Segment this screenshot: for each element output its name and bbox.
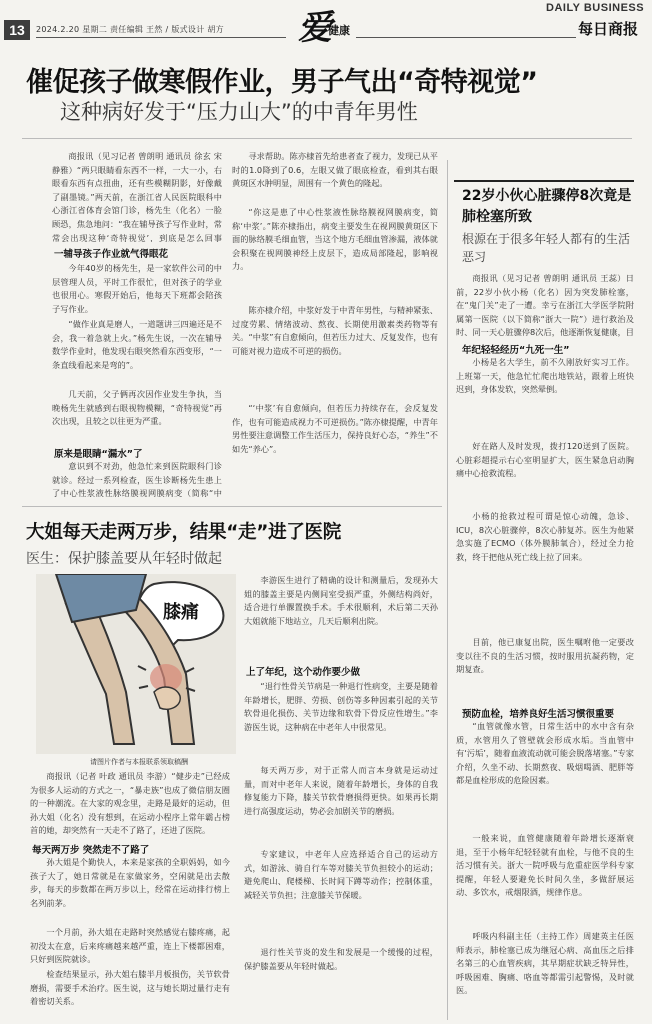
story3-subhead: 医生：保护膝盖要从年轻时做起	[26, 551, 222, 567]
story3-subtitle-2: 上了年纪，这个动作要少做	[246, 667, 361, 678]
story3-col2-para-2: “退行性骨关节病是一种退行性病变，主要是随着年龄增长，肥胖、劳损、创伤等多种因素引起的关节软骨退化损伤、关节边缘和软骨下骨反应性增生。”李游医生说，这种病在中老年人中很常见。	[244, 681, 438, 732]
story1-lead: 商报讯（见习记者 曾朗明 通讯员 徐玄 宋静雅）“两只眼睛看东西不一样，一大一小，右眼看东西有点扭曲，还有些模糊阴影，好像戴了副墨镜。”两天前，在浙江省人民医院眼科中心浙江省体育会馆门诊，杨先生（化名）一脸顾恐，焦急地问：“我在辅导孩子写作业时，常常会出现这种‘奇特视觉’，到底是怎么回事	[52, 151, 222, 242]
story3-subtitle-1: 每天两万步 突然走不了路了	[32, 845, 150, 856]
story2-subtitle-2: 预防血栓，培养良好生活习惯很重要	[462, 709, 615, 720]
story1-para-2: “做作业真是磨人，一道题讲三四遍还是不会，我一着急就上火。”杨先生说，一次在辅导数学作业时，他发现右眼突然看东西变形，“一条直线看起来是弯的”。	[52, 319, 222, 370]
story2-para-4: 目前，他已康复出院，医生嘱咐他一定要改变以往不良的生活习惯，按时服用抗凝药物，定期复查。	[456, 637, 634, 675]
story2-para-1: 小杨是名大学生，前不久刚放好实习工作。上班第一天，他急忙忙爬出地铁站，跟着上班快迟到，身体发软，突然晕倒。	[456, 357, 634, 395]
masthead-rule-right	[356, 37, 576, 38]
section-name: 健康	[328, 24, 350, 37]
story1-para-1: 今年40岁的杨先生，是一家软件公司的中层管理人员，平时工作很忙，但对孩子的学业也很用心。寒假开始后，他每天下班都会陪孩子写作业。	[52, 263, 222, 314]
story2-headline: 22岁小伙心脏骤停8次竟是肺栓塞所致	[462, 188, 632, 225]
story3-para-2: 一个月前，孙大姐在走路时突然感觉右膝疼痛，起初没太在意，后来疼痛越来越严重，连上下楼都困难，只好到医院就诊。	[30, 927, 230, 965]
story2-para-3: 小杨的抢救过程可谓是惊心动魄，急诊、ICU，8次心脏骤停，8次心肺复苏。医生为他紧急实施了ECMO（体外膜肺氧合），经过全力抢救，终于把他从死亡线上拉了回来。	[456, 511, 634, 562]
story1-col2-para-4: “‘中浆’有自愈倾向，但若压力持续存在，会反复发作，也有可能造成视力不可逆损伤。”陈亦棣提醒，中青年男性要注意调整工作生活压力，保持良好心态，“养生”不如先“养心”。	[232, 403, 438, 454]
masthead-rule-left	[36, 37, 286, 38]
masthead	[0, 0, 652, 46]
story3-top-rule	[22, 506, 442, 507]
story1-col2-para-3: 陈亦棣介绍，中浆好发于中青年男性，与精神紧张、过度劳累、情绪波动、熬夜、长期使用激素类药物等有关。“中浆”有自愈倾向，但若压力过大、反复发作，也有可能对视力造成不可逆的损伤。	[232, 305, 438, 356]
story3-col2-para-1: 李游医生进行了精确的设计和测量后，发现孙大姐的膝盖主要是内侧间室受损严重，外侧结构尚好，适合进行单髁置换手术。手术很顺利，术后第二天孙大姐就能下地站立，几天后顺利出院。	[244, 575, 438, 626]
knee-pain-illustration	[36, 574, 236, 754]
story3-col2-para-3: 每天两万步，对于正常人而言本身就是运动过量，而对中老年人来说，随着年龄增长，身体的自我修复能力下降，膝关节软骨磨损得更快。如果再长期进行高强度运动，势必会加剧关节的磨损。	[244, 765, 438, 816]
story3-col2-para-4: 专家建议，中老年人应选择适合自己的运动方式，如游泳、骑自行车等对膝关节负担较小的运动；避免爬山、爬楼梯、长时间下蹲等动作；控制体重，减轻关节负担；注意膝关节保暖。	[244, 849, 438, 900]
story1-col2-para-2: “你这是患了中心性浆液性脉络膜视网膜病变，简称‘中浆’。”陈亦棣指出，病变主要发生在视网膜黄斑区下面的脉络膜毛细血管，当这个地方毛细血管渗漏，液体就会积聚在视网膜神经上皮层下，造成局部隆起，影响视力。	[232, 207, 438, 272]
story2-para-2: 好在路人及时发现，拨打120送到了医院。心脏彩超提示右心室明显扩大，医生紧急启动胸痛中心抢救流程。	[456, 441, 634, 479]
page-number: 13	[4, 20, 30, 40]
story1-para-4: 意识到不对劲，他急忙来到医院眼科门诊就诊。经过一系列检查，医生诊断杨先生患上了中心性浆液性脉络膜视网膜病变（简称“中	[52, 461, 222, 499]
story3-para-3: 检查结果显示，孙大姐右膝半月板损伤，关节软骨磨损，需要手术治疗。医生说，这与她长期过量行走有着密切关系。	[30, 969, 230, 1007]
illustration-caption: 请图片作者与本报联系领取稿酬	[90, 758, 188, 766]
story1-col2-para-1: 寻求帮助。陈亦棣首先给患者查了视力，发现已从平时的1.0降到了0.6，左眼又做了眼底检查，看到其右眼黄斑区水肿明显，周围有一个黄色的隆起。	[232, 151, 438, 189]
section-logo-glyph: 爱	[298, 8, 332, 48]
knee-illustration-svg	[36, 574, 236, 754]
story2-para-6: 一般来说，血管健康随着年龄增长逐渐衰退，至于小杨年纪轻轻就有血栓，与他不良的生活习惯有关。浙大一院呼吸与危重症医学科专家提醒，年轻人要避免长时间久坐，多做舒展运动、多饮水，戒烟限酒，规律作息。	[456, 833, 634, 898]
story2-lead: 商报讯（见习记者 曾朗明 通讯员 王蕊）日前，22岁小伙小杨（化名）因为突发肺栓塞，在“鬼门关”走了一遭。幸亏在浙江大学医学院附属第一医院（以下简称“浙大一院”）进行救治及时、同一天心脏骤停8次后，他逐渐恢复健康，目	[456, 273, 634, 338]
story1-subtitle-1: 一辅导孩子作业就气得眼花	[54, 249, 169, 260]
story2-subtitle-1: 年纪轻轻经历“九死一生”	[462, 345, 570, 356]
story2-top-rule	[454, 180, 634, 182]
brand-chinese: 每日商报	[578, 20, 639, 38]
story3-lead: 商报讯（记者 叶政 通讯员 李游）“健步走”已经成为很多人运动的方式之一，“暴走族”也成了微信朋友圈的一种潮流。在大家的观念里，走路是最好的运动，但孙大姐（化名）没有想到，在运动小程序上常年霸占榜首的她，却突然有一天走不了路了，还进了医院。	[30, 771, 230, 836]
dateline: 2024.2.20 星期二 责任编辑 王然 / 版式设计 胡方	[36, 25, 224, 34]
story2-para-7: 呼吸内科副主任（主持工作）周建英主任医师表示，肺栓塞已成为继冠心病、高血压之后排名第三的心血管疾病，其早期症状缺乏特异性，呼吸困难、胸痛、咯血等都需引起警惕，及时就医。	[456, 931, 634, 996]
column-rule	[447, 160, 448, 1020]
section-logo	[298, 0, 358, 48]
story1-subhead: 这种病好发于“压力山大”的中青年男性	[60, 100, 418, 124]
story3-para-1: 孙大姐是个勤快人，本来是家孩的全职妈妈，如今孩子大了，她日常就是在家做家务，空闲就是出去散步，每天的步数都在两万步以上，经常在运动排行榜上名列前茅。	[30, 857, 230, 908]
story1-para-3: 几天前，父子俩再次因作业发生争执，当晚杨先生就感到右眼视物模糊，“奇特视觉”再次出现，且较之以往更为严重。	[52, 389, 222, 427]
brand-english: DAILY BUSINESS	[546, 2, 645, 14]
story3-headline: 大姐每天走两万步，结果“走”进了医院	[26, 522, 341, 543]
story1-subtitle-2: 原来是眼睛“漏水”了	[54, 449, 143, 460]
story2-subhead: 根源在于很多年轻人都有的生活恶习	[462, 232, 631, 264]
story2-para-5: “血管就像水管，日常生活中的水中含有杂质，水管用久了管壁就会形成水垢。当血管中有‘污垢’，随着血液流动就可能会脱落堵塞。”专家介绍，久坐不动、长期熬夜、吸烟喝酒、肥胖等都是血栓形成的危险因素。	[456, 721, 634, 786]
speech-bubble-text: 膝痛	[163, 602, 199, 623]
story3-col2-para-5: 退行性关节炎的发生和发展是一个缓慢的过程，保护膝盖要从年轻时做起。	[244, 947, 438, 971]
headline-rule	[22, 138, 632, 139]
story1-headline: 催促孩子做寒假作业，男子气出“奇特视觉”	[26, 67, 538, 98]
